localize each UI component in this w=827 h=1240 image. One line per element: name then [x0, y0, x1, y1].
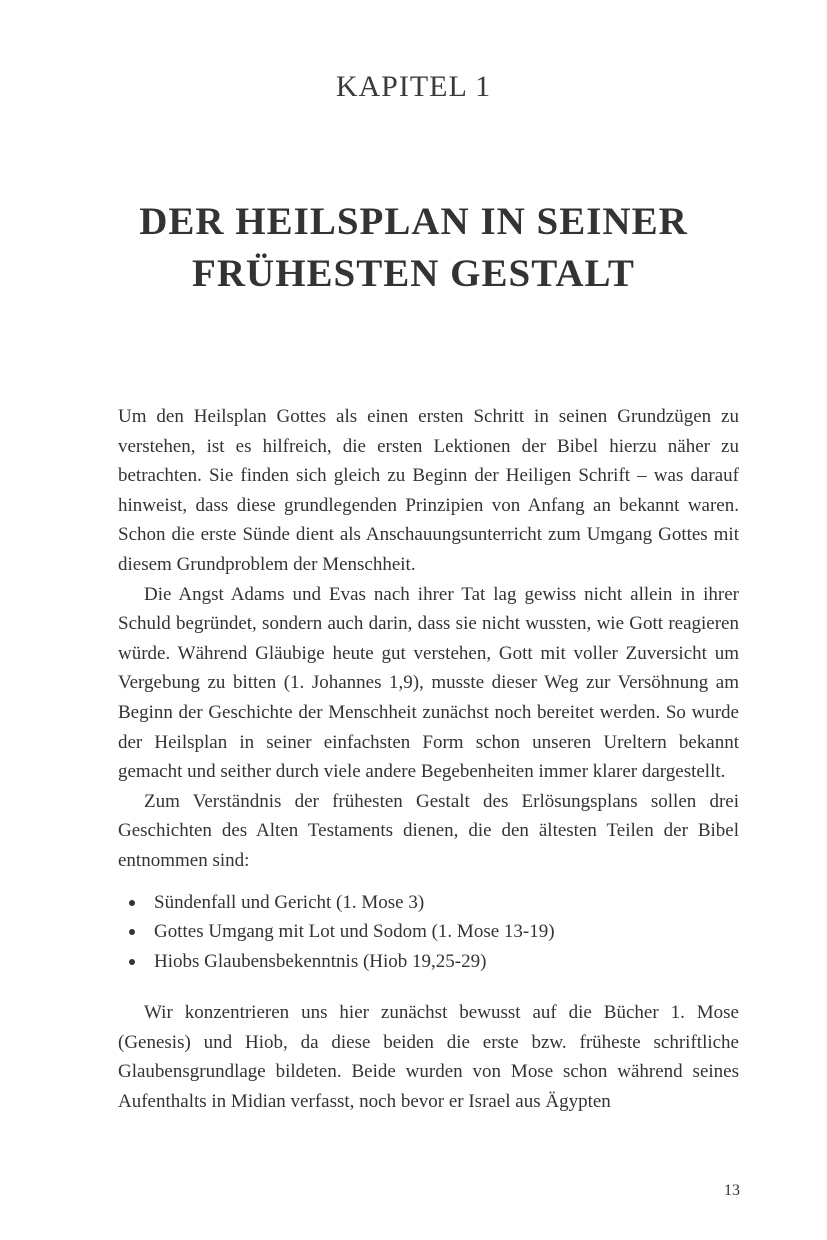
section-spacer	[118, 976, 739, 998]
chapter-title	[0, 196, 827, 300]
page-number: 13	[724, 1182, 740, 1199]
list-item-text: Gottes Umgang mit Lot und Sodom (1. Mose 13-19)	[154, 921, 555, 943]
bullet-icon	[129, 929, 135, 935]
chapter-title-line-1: DER HEILSPLAN IN SEINER	[139, 200, 688, 243]
chapter-label: KAPITEL 1	[335, 70, 492, 103]
list-item	[118, 917, 739, 947]
list-item	[118, 888, 739, 918]
paragraph-2: Die Angst Adams und Evas nach ihrer Tat lag gewiss nicht allein in ihrer Schuld begründet, sondern auch darin, dass sie nicht wussten, wie Gott reagieren würde. Während Gläubige heute gut verstehen, Gott mit voller Zuversicht um Vergebung zu bitten (1. Johannes 1,9), musste dieser Weg zur Versöhnung am Beginn der Geschichte der Menschheit zunächst noch bereitet werden. So wurde der Heilsplan in seiner einfachsten Form schon unseren Ureltern bekannt gemacht und seither durch viele andere Begebenheiten immer klarer dargestellt.	[118, 583, 739, 783]
scripture-list	[118, 888, 739, 977]
list-item-text: Sündenfall und Gericht (1. Mose 3)	[154, 891, 425, 913]
paragraph-4: Wir konzentrieren uns hier zunächst bewusst auf die Bücher 1. Mose (Genesis) und Hiob, da diese beiden die erste bzw. früheste schriftliche Glaubensgrundlage bildeten. Beide wurden von Mose schon während seines Aufenthalts in Midian verfasst, noch bevor er Israel aus Ägypten	[118, 1002, 739, 1113]
chapter-title-line-2: FRÜHESTEN GESTALT	[192, 252, 635, 295]
list-item	[118, 947, 739, 977]
paragraph-1: Um den Heilsplan Gottes als einen ersten Schritt in seinen Grundzügen zu verstehen, ist es hilfreich, die ersten Lektionen der Bibel hierzu näher zu betrachten. Sie finden sich gleich zu Beginn der Heiligen Schrift – was darauf hinweist, dass diese grundlegenden Prinzipien von Anfang an bekannt waren. Schon die erste Sünde dient als Anschauungsunterricht zum Umgang Gottes mit diesem Grundproblem der Menschheit.	[118, 406, 739, 575]
paragraph-3: Zum Verständnis der frühesten Gestalt des Erlösungsplans sollen drei Geschichten des Alten Testaments dienen, die den ältesten Teilen der Bibel entnommen sind:	[118, 790, 739, 871]
bullet-icon	[129, 959, 135, 965]
body-text	[118, 402, 739, 1117]
bullet-icon	[129, 900, 135, 906]
list-item-text: Hiobs Glaubensbekenntnis (Hiob 19,25-29)	[154, 950, 487, 972]
